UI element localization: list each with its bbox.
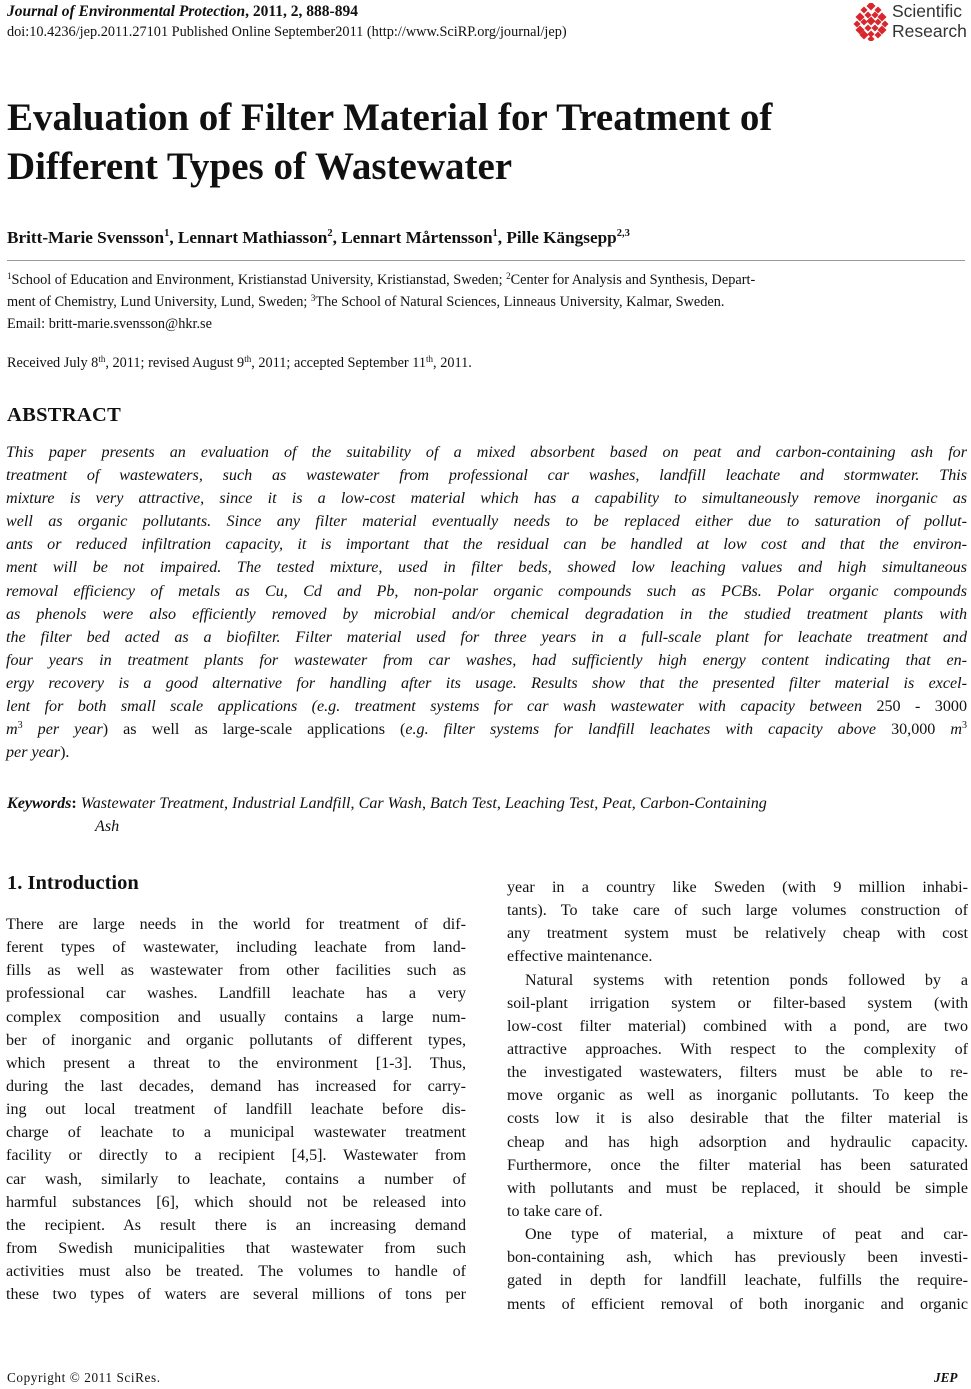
abstract-line: removal efficiency of metals as Cu, Cd and Pb, non-polar organic compounds such as PCBs. Polar organic compounds (6, 582, 967, 600)
affiliations (7, 270, 967, 335)
capacity-value: 30,000 (891, 721, 936, 739)
body-text-line: to take care of. (507, 1202, 603, 1220)
body-text-line: low-cost filter material) combined with a pond, are two (507, 1017, 968, 1035)
right-column (507, 876, 968, 1316)
affiliation-mark: 1 (7, 271, 12, 281)
body-text-line: gated in depth for landfill leachate, fulfills the require- (507, 1272, 968, 1290)
logo-diamond (864, 24, 871, 31)
affiliation-line-1 (7, 270, 967, 292)
body-text-line: cheap and has high adsorption and hydraulic capacity. (507, 1133, 968, 1151)
keyword: Carbon-Containing (639, 795, 767, 812)
body-text-line: ments of efficient removal of both inorganic and organic (507, 1295, 968, 1313)
abstract-line: This paper presents an evaluation of the suitability of a mixed absorbent based on peat and carbon-containing ash for (6, 444, 967, 461)
unit-exponent: 3 (17, 720, 23, 732)
keyword: Leaching Test (504, 795, 595, 812)
keyword-separator: , (594, 795, 603, 812)
abstract-heading: ABSTRACT (7, 404, 122, 426)
keywords-label: Keywords (7, 795, 72, 812)
body-text-line: activities must also be treated. The volumes to handle of (6, 1263, 466, 1281)
abstract-line: mixture is very attractive, since it is a low-cost material which has a capability to simultaneously remove inorganic as (6, 490, 967, 508)
unit-exponent: 3 (962, 720, 967, 732)
author-name: Pille Kängsepp (506, 228, 617, 247)
abstract-text: treatment systems for car wash wastewater with capacity between (340, 698, 877, 716)
journal-citation (7, 3, 358, 21)
keywords-line: Ash (95, 818, 120, 835)
body-text-line: ber of inorganic and organic pollutants of different types, (6, 1031, 466, 1049)
body-text-line: charge of leachate to a municipal wastewater treatment (6, 1124, 466, 1142)
affiliation-line-2 (7, 292, 967, 314)
received-dates (7, 355, 472, 372)
title-line-2: Different Types of Wastewater (7, 145, 513, 188)
body-text-line: tants). To take care of such large volumes construction of (507, 902, 968, 920)
body-text-line: harmful substances [6], which should not be released into (6, 1193, 466, 1211)
ordinal-suffix: th (98, 354, 106, 364)
author-affiliation-mark: 1 (164, 228, 170, 239)
unit-text: m (935, 721, 962, 739)
corresponding-email: Email: britt-marie.svensson@hkr.se (7, 316, 212, 332)
body-text-line: car wash, similarly to leachate, contains a number of (6, 1170, 466, 1188)
abstract-text: filter systems for landfill leachates with capacity above (428, 721, 892, 739)
abstract-line: ergy recovery is a good alternative for handling after its usage. Results show that the presented filter material is excel- (6, 674, 967, 692)
ordinal-suffix: th (244, 354, 252, 364)
footer-journal-abbr: JEP (934, 1370, 958, 1385)
doi-line: doi:10.4236/jep.2011.27101 Published Online September2011 (http://www.SciRP.org/journal/jep) (7, 24, 567, 40)
body-text-line: which present a threat to the environment [1-3]. Thus, (6, 1054, 466, 1072)
abstract-text: ) as well as large-scale applications ( (102, 721, 406, 739)
body-text-line: Natural systems with retention ponds followed by a (525, 971, 968, 989)
body-text-line: the recipient. As result there is an increasing demand (6, 1216, 466, 1234)
keyword: Wastewater Treatment (80, 795, 224, 812)
footer-copyright: Copyright © 2011 SciRes. (7, 1370, 161, 1385)
body-text-line: with pollutants and must be replaced, it should be simple (507, 1179, 968, 1197)
body-text-line: complex composition and usually contains a large num- (6, 1008, 466, 1026)
abstract-text: e.g. (405, 721, 429, 739)
logo-line-2: Research (892, 20, 967, 41)
body-text-line: ing out local treatment of landfill leachate before dis- (6, 1101, 466, 1119)
body-text-line: move organic as well as inorganic pollutants. To keep the (507, 1087, 968, 1105)
author-name: Lennart Mårtensson (341, 228, 493, 247)
abstract-line: four years in treatment plants for wastewater from car washes, had sufficiently high energy content indicating that en- (6, 651, 967, 669)
ordinal-suffix: th (426, 354, 434, 364)
abstract-text: per year (22, 721, 103, 739)
logo-line-1: Scientific (892, 1, 963, 21)
abstract-line: the filter bed acted as a biofilter. Filter material used for three years in a full-scale plant for leachate treatment and (6, 628, 967, 646)
publisher-logo-icon (851, 3, 889, 41)
keyword: Industrial Landfill (232, 795, 351, 812)
body-text-line: any treatment system must be relatively cheap with cost (507, 925, 968, 943)
affiliation-text: Center for Analysis and Synthesis, Depart- (510, 272, 756, 288)
body-text-line: from Swedish municipalities that wastewater from such (6, 1239, 466, 1257)
section-heading-introduction: 1. Introduction (7, 872, 139, 894)
abstract-text: e.g. (317, 698, 341, 716)
received-text: Received July 8 (7, 355, 99, 371)
body-text-line: There are large needs in the world for treatment of dif- (6, 916, 466, 933)
affiliation-text: School of Education and Environment, Kristianstad University, Kristianstad, Sweden; (11, 272, 507, 288)
year-text: , 2011. (433, 355, 472, 371)
body-text-line: One type of material, a mixture of peat and car- (525, 1226, 968, 1244)
author-list: Britt-Marie Svensson$^1$, Lennart Mathiasson$^2$, Lennart Mårtensson$^1$, Pille Kängsepp$^{2,3}$ (7, 228, 630, 247)
abstract-line (6, 695, 967, 718)
abstract-text: ). (60, 744, 70, 762)
keyword-separator: , (223, 795, 233, 812)
journal-name: Journal of Environmental Protection (7, 3, 246, 20)
author-name: Britt-Marie Svensson (7, 228, 165, 247)
body-text-line: soil-plant irrigation system or filter-based system (with (507, 994, 968, 1012)
logo-diamond (860, 6, 867, 13)
publisher-logo-text (892, 2, 967, 41)
abstract-line: ment will be not impaired. The tested mixture, used in filter beds, showed low leaching values and high simultaneous (6, 559, 967, 577)
logo-diamond (866, 3, 875, 11)
keyword: Car Wash (358, 795, 422, 812)
abstract-text: per year (6, 744, 61, 762)
left-column (6, 913, 466, 1306)
affiliation-mark: 2 (506, 271, 511, 281)
affiliation-mark: 3 (310, 293, 316, 303)
body-text-line: costs low it is also desirable that the filter material is (507, 1110, 968, 1128)
affiliation-text: The School of Natural Sciences, Linneaus University, Kalmar, Sweden. (315, 294, 725, 310)
abstract-line: as phenols were also efficiently removed by microbial and/or chemical degradation in the studied treatment plants with (6, 605, 967, 623)
body-text-line: effective maintenance. (507, 948, 653, 966)
abstract-line (6, 741, 967, 764)
body-text-line: facility or directly to a recipient [4,5]. Wastewater from (6, 1147, 466, 1165)
author-affiliation-mark: 2,3 (616, 228, 630, 239)
unit-text: m (6, 721, 18, 739)
keyword-separator: , (350, 795, 359, 812)
journal-volume-pages: , 2011, 2, 888-894 (245, 3, 358, 20)
abstract-line (6, 718, 967, 741)
keyword-separator: , (496, 795, 505, 812)
body-text-line: bon-containing ash, which has previously been investi- (507, 1249, 968, 1267)
header-divider (7, 260, 965, 261)
abstract-body (6, 441, 967, 764)
body-text-line: fills as well as wastewater from other facilities such as (6, 962, 466, 980)
revised-text: , 2011; revised August 9 (105, 355, 245, 371)
abstract-line: well as organic pollutants. Since any filter material eventually needs to be replaced either due to saturation of pollut- (6, 513, 967, 531)
keyword: Batch Test (429, 795, 497, 812)
author-affiliation-mark: 1 (492, 228, 498, 239)
body-text-line: ferent types of wastewater, including leachate from land- (6, 939, 466, 957)
paper-title (7, 93, 947, 191)
body-text-line: these two types of waters are several millions of tons per (6, 1286, 466, 1304)
capacity-range: 250 - 3000 (876, 698, 967, 716)
publisher-logo (851, 2, 971, 44)
body-text-line: attractive approaches. With respect to the complexity of (507, 1040, 968, 1058)
body-text-line: during the last decades, demand has increased for carry- (6, 1077, 466, 1095)
keyword-separator: , (631, 795, 640, 812)
abstract-line: treatment of wastewaters, such as wastewater from professional car washes, landfill leachate and stormwater. This (6, 467, 967, 485)
author-affiliation-mark: 2 (327, 228, 333, 239)
body-text-line: Furthermore, once the filter material has been saturated (507, 1156, 968, 1174)
keywords (7, 792, 767, 838)
affiliation-text: ment of Chemistry, Lund University, Lund, Sweden; (7, 294, 311, 310)
body-text-line: professional car washes. Landfill leachate has a very (6, 985, 466, 1003)
keywords-colon: : (71, 795, 77, 812)
body-text-line: year in a country like Sweden (with 9 million inhabi- (507, 879, 968, 896)
accepted-text: , 2011; accepted September 11 (251, 355, 427, 371)
body-text-line: the investigated wastewaters, filters must be able to re- (507, 1064, 968, 1082)
title-line-1: Evaluation of Filter Material for Treatment of (7, 96, 773, 139)
keywords-line (7, 792, 767, 815)
logo-diamond (871, 24, 878, 31)
abstract-text: lent for both small scale applications ( (6, 698, 317, 716)
logo-diamond (867, 35, 874, 41)
keyword: Peat (602, 795, 632, 812)
keyword-separator: , (421, 795, 430, 812)
author-name: Lennart Mathiasson (177, 228, 328, 247)
abstract-line: ants or reduced infiltration capacity, it is important that the residual can be handled at low cost and that the environ- (6, 536, 967, 554)
